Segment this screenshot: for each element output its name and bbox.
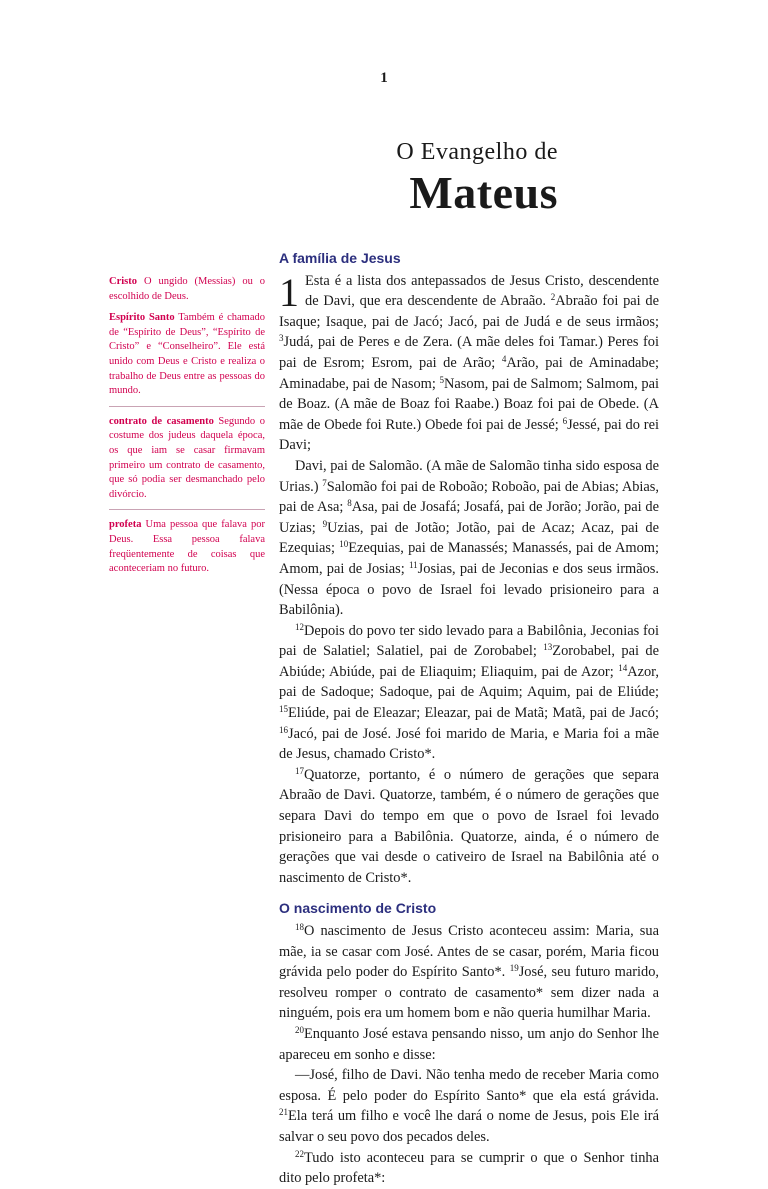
- paragraph: [279, 1148, 659, 1189]
- verse-number: 22: [295, 1148, 304, 1159]
- paragraph: [279, 456, 659, 621]
- glossary-entry: [109, 518, 265, 576]
- glossary-definition: Uma pessoa que falava por Deus. Essa pessoa falava freqüentemente de coisas que aconteceriam no futuro.: [109, 519, 265, 575]
- verse-text: Zorobabel, pai de Abiúde; Abiúde, pai de Eliaquim; Eliaquim, pai de Azor;: [279, 643, 660, 680]
- paragraph: [279, 271, 659, 456]
- verse-number: 2: [550, 292, 556, 303]
- verse-number: 8: [347, 498, 352, 509]
- verse-number: 13: [543, 642, 553, 653]
- glossary-definition: Também é chamado de “Espírito de Deus”, “Espírito de Cristo” e “Conselheiro”. Ele está unido com Deus e Cristo e realiza o trabalho de Deus entre as pessoas do mundo.: [109, 312, 265, 397]
- glossary-term: profeta: [109, 519, 142, 531]
- section-heading-birth: O nascimento de Cristo: [279, 900, 437, 917]
- paragraph-content: [279, 923, 659, 1021]
- glossary-term: contrato de casamento: [109, 415, 214, 427]
- verse-number: 7: [322, 477, 327, 488]
- verse-number: 16: [279, 724, 288, 735]
- book-name: Mateus: [409, 167, 558, 218]
- glossary-divider: [109, 509, 265, 510]
- verse-text: Asa, pai de Josafá; Josafá, pai de Jorão; Jorão, pai de Uzias;: [279, 499, 659, 536]
- verse-text: Esta é a lista dos antepassados de Jesus Cristo, descendente de Davi, que era descendente de Abraão.: [305, 272, 659, 310]
- verse-number: 4: [501, 353, 507, 364]
- verse-text: Salomão foi pai de Roboão; Roboão, pai de Abias; Abias, pai de Asa;: [279, 478, 659, 516]
- verse-text: Nasom, pai de Salmom; Salmom, pai de Boaz. (A mãe de Boaz foi Raabe.) Boaz foi pai de Obede. (A mãe de Obede foi Rute.) Obede foi pai de Jessé;: [279, 375, 659, 433]
- section-heading-family: A família de Jesus: [279, 250, 401, 266]
- paragraph-content: [279, 767, 659, 886]
- verse-number: 17: [295, 765, 304, 776]
- glossary-divider: [109, 406, 265, 407]
- verse-number: 10: [339, 539, 349, 550]
- book-pre-title: O Evangelho de: [396, 139, 558, 165]
- paragraph: [279, 1024, 659, 1065]
- glossary-term: Cristo: [109, 276, 137, 287]
- page-number: 1: [380, 70, 388, 86]
- verse-text: Azor, pai de Sadoque; Sadoque, pai de Aquim; Aquim, pai de Eliúde;: [279, 663, 659, 701]
- paragraph: [279, 1065, 659, 1147]
- chapter-number: 1: [279, 269, 299, 315]
- paragraph: [279, 765, 659, 889]
- verse-text: Quatorze, portanto, é o número de gerações que separa Abraão de Davi. Quatorze, também, é o número de gerações que separa Davi do tempo em que o povo de Israel foi levado prisioneiro para a Babilônia. Quatorze, ainda, é o número de gerações que vai desde o cativeiro de Israel na Babilônia até o nascimento de Cristo*.: [279, 766, 659, 886]
- paragraph: [279, 921, 659, 1024]
- paragraph: [279, 621, 659, 765]
- paragraph-content: [279, 1067, 659, 1145]
- verse-number: 21: [279, 1107, 288, 1118]
- glossary-entry: [109, 275, 265, 304]
- glossary-term: Espírito Santo: [109, 312, 175, 324]
- verse-text: Jessé, pai do rei Davi;: [279, 416, 659, 454]
- verse-text: Ela terá um filho e você lhe dará o nome de Jesus, pois Ele irá salvar o seu povo dos pecados deles.: [279, 1108, 659, 1145]
- glossary-entry: [109, 311, 265, 399]
- verse-text: José, seu futuro marido, resolveu romper o contrato de casamento* sem dizer nada a ninguém, pois era um homem bom e não queria humilhar Maria.: [279, 964, 660, 1022]
- verse-text: Judá, pai de Peres e de Zera. (A mãe deles foi Tamar.) Peres foi pai de Esrom; Esrom, pai de Arão;: [279, 334, 659, 371]
- verse-text: Depois do povo ter sido levado para a Babilônia, Jeconias foi pai de Salatiel; Salatiel, pai de Zorobabel;: [279, 622, 659, 660]
- glossary-sidebar: [109, 275, 265, 584]
- verse-number: 19: [509, 963, 519, 974]
- verse-text: —José, filho de Davi. Não tenha medo de receber Maria como esposa. É pelo poder do Espírito Santo* que ela está grávida.: [279, 1067, 659, 1104]
- verse-number: 5: [439, 374, 445, 385]
- verse-text: Arão, pai de Aminadabe; Aminadabe, pai de Nasom;: [279, 354, 659, 392]
- book-title: [300, 140, 558, 216]
- verse-number: 9: [322, 518, 328, 529]
- verse-number: 3: [279, 333, 284, 344]
- verse-text: Jacó, pai de José. José foi marido de Maria, e Maria foi a mãe de Jesus, chamado Cristo*.: [279, 725, 659, 763]
- verse-number: 20: [295, 1024, 304, 1035]
- verse-text: Uzias, pai de Jotão; Jotão, pai de Acaz; Acaz, pai de Ezequias;: [279, 519, 659, 557]
- verse-number: 6: [562, 415, 568, 426]
- verse-number: 14: [618, 662, 628, 673]
- paragraph-content: [279, 269, 659, 454]
- verse-text: Davi, pai de Salomão. (A mãe de Salomão tinha sido esposa de Urias.): [279, 457, 659, 495]
- verse-text: Tudo isto aconteceu para se cumprir o que o Senhor tinha dito pelo profeta*:: [279, 1149, 659, 1187]
- glossary-definition: Segundo o costume dos judeus daquela época, os que iam se casar firmavam primeiro um contrato de casamento, que só podia ser desmanchado pelo divórcio.: [109, 415, 266, 500]
- verse-text: Enquanto José estava pensando nisso, um anjo do Senhor lhe apareceu em sonho e disse:: [279, 1025, 659, 1063]
- paragraph-content: [279, 458, 659, 618]
- verse-number: 15: [279, 704, 288, 715]
- verse-number: 11: [408, 559, 418, 570]
- paragraph-content: [279, 1026, 659, 1063]
- glossary-definition: O ungido (Messias) ou o escolhido de Deus.: [109, 276, 266, 302]
- scripture-text: [279, 248, 659, 1189]
- verse-text: O nascimento de Jesus Cristo aconteceu assim: Maria, sua mãe, ia se casar com José. Antes de se casar, porém, Maria ficou grávida pelo poder do Espírito Santo*.: [279, 923, 659, 981]
- verse-text: Eliúde, pai de Eleazar; Eleazar, pai de Matã; Matã, pai de Jacó;: [288, 705, 659, 722]
- verse-text: Ezequias, pai de Manassés; Manassés, pai de Amom; Amom, pai de Josias;: [279, 540, 659, 577]
- paragraph-content: [279, 623, 659, 763]
- paragraph-content: [279, 1150, 659, 1187]
- glossary-entry: [109, 415, 265, 503]
- verse-text: Abraão foi pai de Isaque; Isaque, pai de Jacó; Jacó, pai de Judá e de seus irmãos;: [279, 293, 659, 330]
- verse-number: 12: [295, 621, 304, 632]
- verse-number: 18: [295, 922, 304, 932]
- verse-text: Josias, pai de Jeconias e dos seus irmãos. (Nessa época o povo de Israel foi levado prisioneiro para a Babilônia).: [279, 560, 659, 619]
